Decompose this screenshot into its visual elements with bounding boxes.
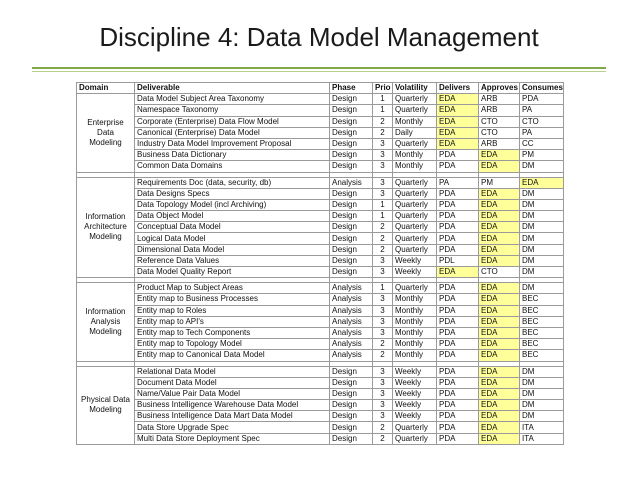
approves-cell: ARB	[479, 138, 520, 149]
prio-cell: 2	[373, 350, 393, 361]
table-row	[77, 339, 564, 350]
phase-cell: Design	[330, 366, 373, 377]
approves-cell: EDA	[479, 211, 520, 222]
consumes-cell: EDA	[520, 177, 564, 188]
delivers-cell: PDA	[437, 411, 479, 422]
phase-cell: Design	[330, 233, 373, 244]
deliverable-cell: Logical Data Model	[135, 233, 330, 244]
table-row	[77, 161, 564, 172]
approves-cell: ARB	[479, 105, 520, 116]
consumes-cell: DM	[520, 400, 564, 411]
prio-cell: 2	[373, 244, 393, 255]
phase-cell: Design	[330, 199, 373, 210]
col-header-volatility: Volatility	[393, 83, 437, 94]
domain-label-line: Physical Data	[81, 395, 130, 405]
phase-cell: Design	[330, 267, 373, 278]
volatility-cell: Quarterly	[393, 188, 437, 199]
prio-cell: 1	[373, 94, 393, 105]
volatility-cell: Weekly	[393, 388, 437, 399]
volatility-cell: Quarterly	[393, 199, 437, 210]
prio-cell: 2	[373, 422, 393, 433]
prio-cell: 3	[373, 316, 393, 327]
phase-cell: Design	[330, 388, 373, 399]
delivers-cell: PDA	[437, 244, 479, 255]
volatility-cell: Monthly	[393, 161, 437, 172]
consumes-cell: BEC	[520, 305, 564, 316]
page-title: Discipline 4: Data Model Management	[99, 22, 539, 52]
table-row	[77, 177, 564, 188]
consumes-cell: DM	[520, 222, 564, 233]
consumes-cell: DM	[520, 377, 564, 388]
deliverable-cell: Data Designs Specs	[135, 188, 330, 199]
table-row	[77, 388, 564, 399]
delivers-cell: PDA	[437, 199, 479, 210]
phase-cell: Design	[330, 105, 373, 116]
table-row	[77, 105, 564, 116]
prio-cell: 3	[373, 388, 393, 399]
consumes-cell: DM	[520, 211, 564, 222]
phase-cell: Analysis	[330, 294, 373, 305]
prio-cell: 2	[373, 233, 393, 244]
consumes-cell: DM	[520, 199, 564, 210]
table-row	[77, 94, 564, 105]
phase-cell: Design	[330, 127, 373, 138]
volatility-cell: Monthly	[393, 350, 437, 361]
phase-cell: Analysis	[330, 316, 373, 327]
table-row	[77, 327, 564, 338]
deliverable-cell: Industry Data Model Improvement Proposal	[135, 138, 330, 149]
deliverable-cell: Namespace Taxonomy	[135, 105, 330, 116]
prio-cell: 3	[373, 267, 393, 278]
delivers-cell: PDA	[437, 366, 479, 377]
delivers-cell: EDA	[437, 127, 479, 138]
table-row	[77, 116, 564, 127]
prio-cell: 3	[373, 161, 393, 172]
prio-cell: 3	[373, 138, 393, 149]
phase-cell: Design	[330, 400, 373, 411]
phase-cell: Design	[330, 161, 373, 172]
deliverable-cell: Business Intelligence Data Mart Data Model	[135, 411, 330, 422]
delivers-cell: PDA	[437, 211, 479, 222]
deliverable-cell: Canonical (Enterprise) Data Model	[135, 127, 330, 138]
volatility-cell: Weekly	[393, 366, 437, 377]
table-row	[77, 222, 564, 233]
delivers-cell: PDA	[437, 283, 479, 294]
phase-cell: Design	[330, 433, 373, 444]
consumes-cell: PA	[520, 127, 564, 138]
table-row	[77, 422, 564, 433]
phase-cell: Design	[330, 116, 373, 127]
prio-cell: 3	[373, 366, 393, 377]
approves-cell: PM	[479, 177, 520, 188]
table-row	[77, 411, 564, 422]
approves-cell: EDA	[479, 199, 520, 210]
deliverable-cell: Entity map to Topology Model	[135, 339, 330, 350]
table-row	[77, 150, 564, 161]
consumes-cell: ITA	[520, 422, 564, 433]
delivers-cell: PDA	[437, 339, 479, 350]
deliverables-table	[76, 82, 564, 445]
deliverable-cell: Business Intelligence Warehouse Data Model	[135, 400, 330, 411]
approves-cell: EDA	[479, 305, 520, 316]
phase-cell: Analysis	[330, 350, 373, 361]
delivers-cell: EDA	[437, 105, 479, 116]
volatility-cell: Quarterly	[393, 433, 437, 444]
deliverable-cell: Common Data Domains	[135, 161, 330, 172]
deliverable-cell: Data Model Quality Report	[135, 267, 330, 278]
consumes-cell: BEC	[520, 316, 564, 327]
prio-cell: 2	[373, 222, 393, 233]
volatility-cell: Quarterly	[393, 94, 437, 105]
volatility-cell: Weekly	[393, 377, 437, 388]
table-row	[77, 305, 564, 316]
volatility-cell: Monthly	[393, 305, 437, 316]
volatility-cell: Monthly	[393, 116, 437, 127]
table-row	[77, 188, 564, 199]
domain-label-line: Modeling	[89, 405, 122, 415]
delivers-cell: PDA	[437, 400, 479, 411]
deliverable-cell: Entity map to Tech Components	[135, 327, 330, 338]
deliverable-cell: Multi Data Store Deployment Spec	[135, 433, 330, 444]
deliverable-cell: Entity map to Canonical Data Model	[135, 350, 330, 361]
consumes-cell: ITA	[520, 433, 564, 444]
domain-label-line: Data	[97, 127, 114, 137]
delivers-cell: PDA	[437, 305, 479, 316]
approves-cell: EDA	[479, 339, 520, 350]
table-row	[77, 400, 564, 411]
prio-cell: 3	[373, 377, 393, 388]
prio-cell: 1	[373, 283, 393, 294]
deliverable-cell: Data Object Model	[135, 211, 330, 222]
table-row	[77, 233, 564, 244]
delivers-cell: PDA	[437, 233, 479, 244]
domain-cell	[77, 366, 135, 444]
consumes-cell: DM	[520, 283, 564, 294]
consumes-cell: DM	[520, 161, 564, 172]
delivers-cell: PDA	[437, 327, 479, 338]
col-header-domain: Domain	[77, 83, 135, 94]
approves-cell: EDA	[479, 400, 520, 411]
table-row	[77, 267, 564, 278]
deliverable-cell: Entity map to API's	[135, 316, 330, 327]
volatility-cell: Monthly	[393, 339, 437, 350]
phase-cell: Design	[330, 94, 373, 105]
approves-cell: EDA	[479, 377, 520, 388]
prio-cell: 3	[373, 177, 393, 188]
table-row	[77, 211, 564, 222]
consumes-cell: BEC	[520, 339, 564, 350]
approves-cell: EDA	[479, 327, 520, 338]
delivers-cell: PDA	[437, 422, 479, 433]
volatility-cell: Weekly	[393, 411, 437, 422]
delivers-cell: PDA	[437, 161, 479, 172]
delivers-cell: PA	[437, 177, 479, 188]
prio-cell: 3	[373, 400, 393, 411]
volatility-cell: Quarterly	[393, 222, 437, 233]
prio-cell: 2	[373, 339, 393, 350]
title-divider	[32, 67, 606, 69]
delivers-cell: PDA	[437, 388, 479, 399]
domain-label-line: Modeling	[89, 137, 122, 147]
domain-label-line: Modeling	[89, 326, 122, 336]
approves-cell: CTO	[479, 267, 520, 278]
approves-cell: EDA	[479, 255, 520, 266]
phase-cell: Design	[330, 244, 373, 255]
volatility-cell: Quarterly	[393, 233, 437, 244]
consumes-cell: DM	[520, 366, 564, 377]
col-header-deliverable: Deliverable	[135, 83, 330, 94]
delivers-cell: PDA	[437, 377, 479, 388]
deliverable-cell: Document Data Model	[135, 377, 330, 388]
phase-cell: Design	[330, 150, 373, 161]
consumes-cell: DM	[520, 244, 564, 255]
col-header-prio: Prio	[373, 83, 393, 94]
delivers-cell: PDA	[437, 316, 479, 327]
consumes-cell: DM	[520, 233, 564, 244]
delivers-cell: EDA	[437, 138, 479, 149]
approves-cell: EDA	[479, 161, 520, 172]
table-row	[77, 316, 564, 327]
consumes-cell: CTO	[520, 116, 564, 127]
volatility-cell: Quarterly	[393, 211, 437, 222]
volatility-cell: Monthly	[393, 327, 437, 338]
consumes-cell: BEC	[520, 350, 564, 361]
phase-cell: Analysis	[330, 327, 373, 338]
approves-cell: EDA	[479, 283, 520, 294]
approves-cell: EDA	[479, 366, 520, 377]
approves-cell: CTO	[479, 127, 520, 138]
deliverable-cell: Entity map to Roles	[135, 305, 330, 316]
consumes-cell: DM	[520, 411, 564, 422]
approves-cell: EDA	[479, 350, 520, 361]
table-row	[77, 244, 564, 255]
approves-cell: EDA	[479, 244, 520, 255]
consumes-cell: PM	[520, 150, 564, 161]
delivers-cell: PDA	[437, 350, 479, 361]
consumes-cell: CC	[520, 138, 564, 149]
prio-cell: 1	[373, 211, 393, 222]
consumes-cell: PA	[520, 105, 564, 116]
table-body	[77, 94, 564, 445]
prio-cell: 3	[373, 411, 393, 422]
domain-label-line: Enterprise	[87, 117, 124, 127]
phase-cell: Analysis	[330, 177, 373, 188]
consumes-cell: BEC	[520, 327, 564, 338]
approves-cell: EDA	[479, 388, 520, 399]
phase-cell: Analysis	[330, 283, 373, 294]
phase-cell: Design	[330, 211, 373, 222]
volatility-cell: Monthly	[393, 316, 437, 327]
approves-cell: EDA	[479, 316, 520, 327]
deliverable-cell: Reference Data Values	[135, 255, 330, 266]
approves-cell: ARB	[479, 94, 520, 105]
volatility-cell: Monthly	[393, 150, 437, 161]
delivers-cell: EDA	[437, 94, 479, 105]
volatility-cell: Daily	[393, 127, 437, 138]
table-row	[77, 366, 564, 377]
deliverable-cell: Data Store Upgrade Spec	[135, 422, 330, 433]
prio-cell: 1	[373, 199, 393, 210]
domain-label-line: Information	[85, 212, 126, 222]
phase-cell: Design	[330, 377, 373, 388]
approves-cell: EDA	[479, 188, 520, 199]
table-row	[77, 350, 564, 361]
delivers-cell: PDA	[437, 222, 479, 233]
table-row	[77, 255, 564, 266]
table-row	[77, 138, 564, 149]
table-row	[77, 294, 564, 305]
delivers-cell: PDA	[437, 150, 479, 161]
prio-cell: 2	[373, 433, 393, 444]
delivers-cell: EDA	[437, 116, 479, 127]
volatility-cell: Quarterly	[393, 244, 437, 255]
header-row	[77, 83, 564, 94]
phase-cell: Design	[330, 222, 373, 233]
phase-cell: Design	[330, 422, 373, 433]
delivers-cell: EDA	[437, 267, 479, 278]
consumes-cell: BEC	[520, 294, 564, 305]
prio-cell: 3	[373, 305, 393, 316]
col-header-approves: Approves	[479, 83, 520, 94]
volatility-cell: Quarterly	[393, 105, 437, 116]
approves-cell: EDA	[479, 150, 520, 161]
prio-cell: 3	[373, 188, 393, 199]
deliverable-cell: Conceptual Data Model	[135, 222, 330, 233]
phase-cell: Design	[330, 411, 373, 422]
phase-cell: Design	[330, 188, 373, 199]
col-header-consumes: Consumes	[520, 83, 564, 94]
volatility-cell: Weekly	[393, 400, 437, 411]
consumes-cell: DM	[520, 255, 564, 266]
domain-cell	[77, 94, 135, 172]
domain-label-line: Modeling	[89, 232, 122, 242]
delivers-cell: PDL	[437, 255, 479, 266]
domain-label-line: Analysis	[90, 316, 121, 326]
consumes-cell: PDA	[520, 94, 564, 105]
volatility-cell: Monthly	[393, 294, 437, 305]
phase-cell: Analysis	[330, 339, 373, 350]
deliverable-cell: Entity map to Business Processes	[135, 294, 330, 305]
deliverable-cell: Business Data Dictionary	[135, 150, 330, 161]
approves-cell: EDA	[479, 422, 520, 433]
prio-cell: 3	[373, 294, 393, 305]
approves-cell: EDA	[479, 433, 520, 444]
prio-cell: 3	[373, 150, 393, 161]
volatility-cell: Quarterly	[393, 138, 437, 149]
consumes-cell: DM	[520, 188, 564, 199]
volatility-cell: Weekly	[393, 255, 437, 266]
table-row	[77, 433, 564, 444]
deliverable-cell: Requirements Doc (data, security, db)	[135, 177, 330, 188]
deliverable-cell: Data Topology Model (incl Archiving)	[135, 199, 330, 210]
col-header-delivers: Delivers	[437, 83, 479, 94]
domain-cell	[77, 283, 135, 361]
prio-cell: 3	[373, 327, 393, 338]
domain-cell	[77, 177, 135, 278]
deliverable-cell: Relational Data Model	[135, 366, 330, 377]
volatility-cell: Quarterly	[393, 422, 437, 433]
approves-cell: CTO	[479, 116, 520, 127]
approves-cell: EDA	[479, 233, 520, 244]
volatility-cell: Weekly	[393, 267, 437, 278]
consumes-cell: DM	[520, 388, 564, 399]
phase-cell: Design	[330, 138, 373, 149]
deliverable-cell: Name/Value Pair Data Model	[135, 388, 330, 399]
delivers-cell: PDA	[437, 433, 479, 444]
delivers-cell: PDA	[437, 294, 479, 305]
domain-label-line: Information	[85, 306, 126, 316]
volatility-cell: Quarterly	[393, 283, 437, 294]
prio-cell: 2	[373, 116, 393, 127]
table-row	[77, 127, 564, 138]
table-row	[77, 199, 564, 210]
prio-cell: 3	[373, 255, 393, 266]
col-header-phase: Phase	[330, 83, 373, 94]
phase-cell: Design	[330, 255, 373, 266]
deliverable-cell: Dimensional Data Model	[135, 244, 330, 255]
approves-cell: EDA	[479, 294, 520, 305]
approves-cell: EDA	[479, 222, 520, 233]
phase-cell: Analysis	[330, 305, 373, 316]
domain-label-line: Architecture	[84, 222, 127, 232]
prio-cell: 1	[373, 105, 393, 116]
delivers-cell: PDA	[437, 188, 479, 199]
title-divider-thin	[32, 71, 606, 72]
consumes-cell: DM	[520, 267, 564, 278]
deliverable-cell: Data Model Subject Area Taxonomy	[135, 94, 330, 105]
table-row	[77, 283, 564, 294]
approves-cell: EDA	[479, 411, 520, 422]
deliverable-cell: Corporate (Enterprise) Data Flow Model	[135, 116, 330, 127]
deliverable-cell: Product Map to Subject Areas	[135, 283, 330, 294]
volatility-cell: Quarterly	[393, 177, 437, 188]
table-row	[77, 377, 564, 388]
prio-cell: 2	[373, 127, 393, 138]
